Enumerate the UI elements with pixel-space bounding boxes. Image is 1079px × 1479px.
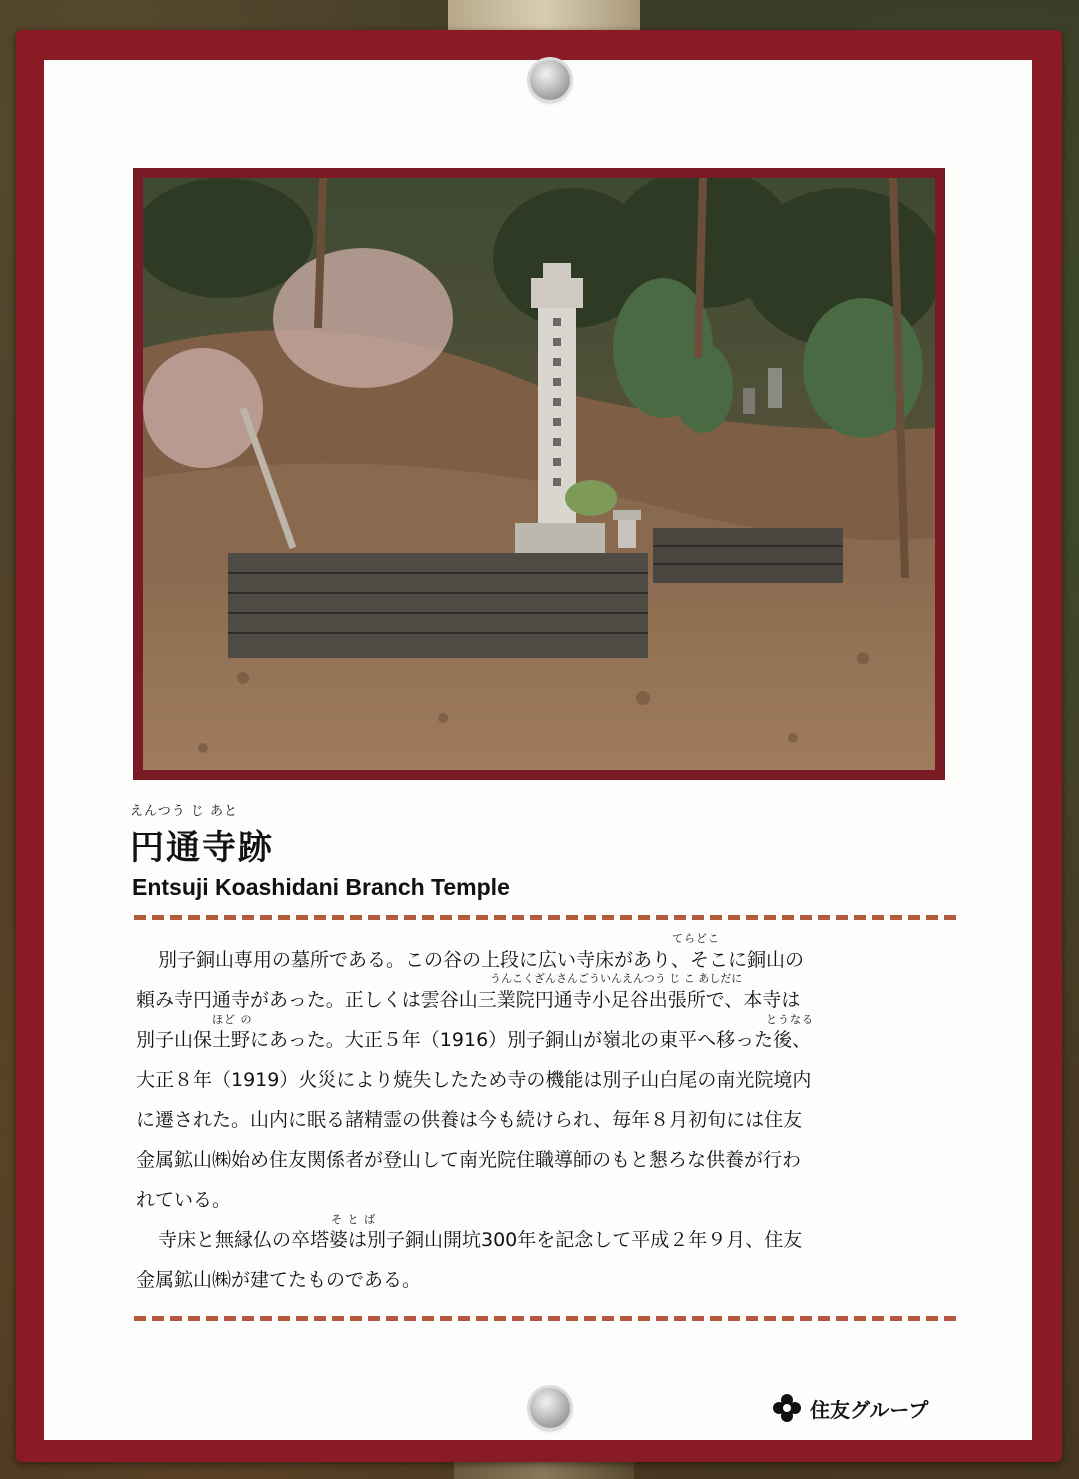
divider-top xyxy=(134,915,960,920)
text-line: 寺床と無縁仏の卒塔婆は別子銅山開坑300年を記念して平成２年９月、住友 xyxy=(158,1229,803,1251)
description-text xyxy=(136,940,956,1300)
sign-panel xyxy=(44,60,1032,1440)
memorial-photo xyxy=(143,178,935,770)
sumitomo-logo xyxy=(772,1393,928,1423)
text-line: 大正８年（1919）火災により焼失したため寺の機能は別子山白尾の南光院境内 xyxy=(136,1069,812,1091)
page-title: 円通寺跡 xyxy=(130,828,274,868)
ruby-sotoba: そ と ば xyxy=(331,1213,376,1226)
text-line: 別子銅山専用の墓所である。この谷の上段に広い寺床があり、そこに銅山の xyxy=(158,949,805,971)
text-line: れている。 xyxy=(136,1189,232,1211)
photo-frame xyxy=(133,168,945,780)
logo-text: 住友グループ xyxy=(810,1397,929,1422)
page-title-english: Entsuji Koashidani Branch Temple xyxy=(132,874,510,900)
text-line: に遷された。山内に眠る諸精霊の供養は今も続けられ、毎年８月初旬には住友 xyxy=(136,1109,803,1131)
ruby-hodono: ほど の xyxy=(212,1013,253,1026)
memorial-photo-illustration xyxy=(143,178,935,770)
title-ruby: えんつう じ あと xyxy=(130,804,239,819)
information-sign xyxy=(16,30,1062,1462)
bolt-bottom xyxy=(530,1388,570,1428)
sumitomo-mark-icon xyxy=(772,1393,802,1423)
divider-bottom xyxy=(134,1316,960,1321)
text-line: 別子山保土野にあった。大正５年（1916）別子銅山が嶺北の東平へ移った後、 xyxy=(136,1029,812,1051)
ruby-teradoko: てらどこ xyxy=(672,932,720,945)
text-line: 金属鉱山㈱が建てたものである。 xyxy=(136,1269,422,1291)
text-line: 頼み寺円通寺があった。正しくは雲谷山三業院円通寺小足谷出張所で、本寺は xyxy=(136,989,801,1011)
text-line: 金属鉱山㈱始め住友関係者が登山して南光院住職導師のもと懇ろな供養が行わ xyxy=(136,1149,802,1171)
ruby-tounaru: とうなる xyxy=(766,1013,814,1026)
ruby-temple-name: うんこくざんさんごういんえんつう じ こ あしだに xyxy=(490,972,743,985)
bolt-top xyxy=(530,60,570,100)
